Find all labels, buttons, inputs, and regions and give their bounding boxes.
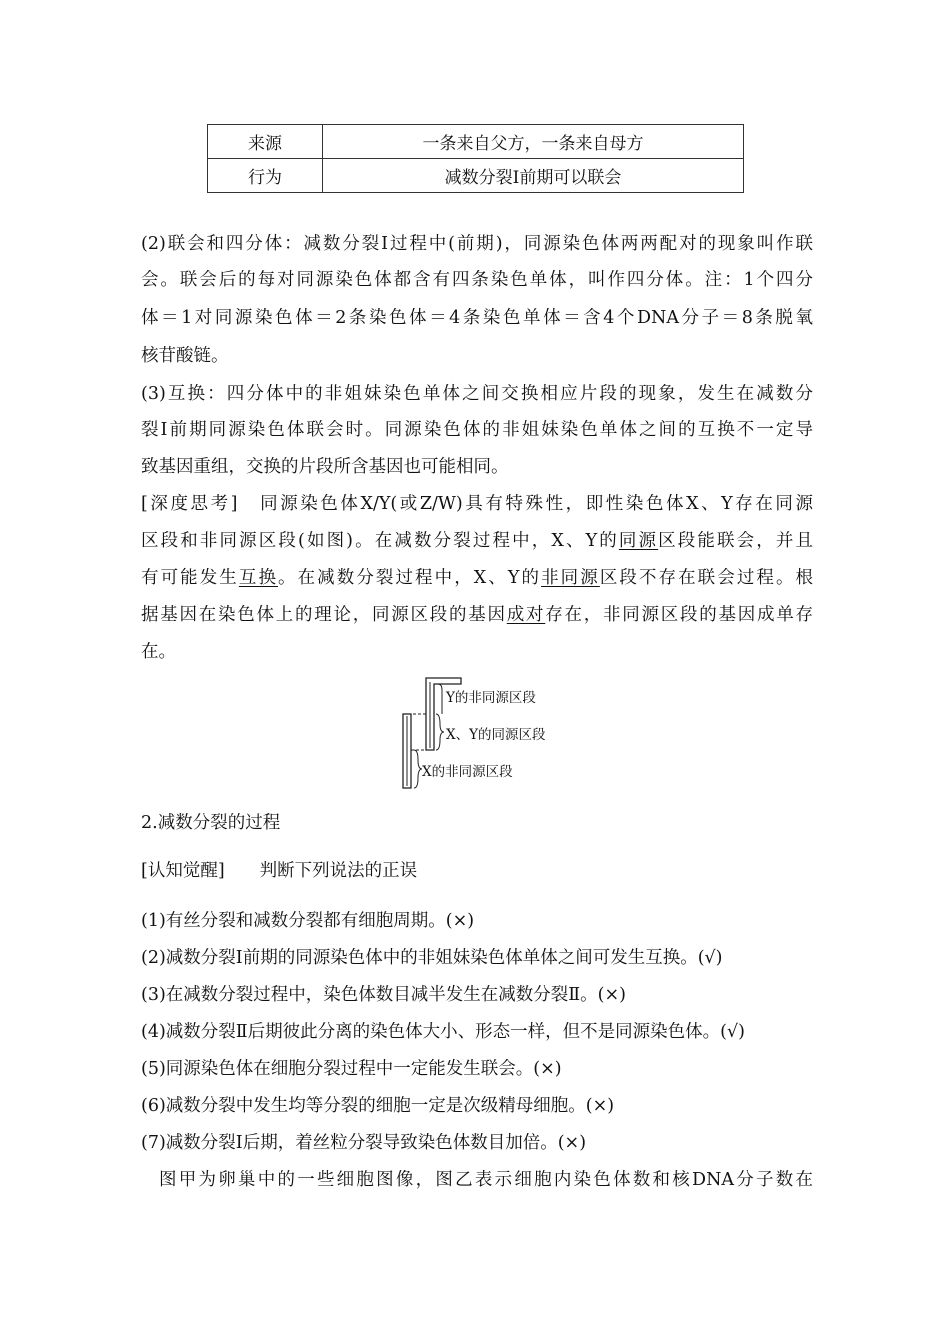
think-text: 。在减数分裂过程中，X、Y的 [278,568,542,588]
table-value: 减数分裂Ⅰ前期可以联会 [323,159,744,193]
underlined-term: 非同源 [541,568,600,588]
para3-line: 致基因重组，交换的片段所含基因也可能相同。 [141,457,509,477]
judgement-item: (3)在减数分裂过程中，染色体数目减半发生在减数分裂Ⅱ。(×) [141,985,626,1005]
judgement-item: (1)有丝分裂和减数分裂都有细胞周期。(×) [141,911,475,931]
table-key: 行为 [208,159,323,193]
judgement-item: (2)减数分裂Ⅰ前期的同源染色体中的非姐妹染色体单体之间可发生互换。(√) [141,948,723,968]
table-key: 来源 [208,125,323,159]
problem-intro: 图甲为卵巢中的一些细胞图像，图乙表示细胞内染色体数和核DNA分子数在 [159,1170,813,1190]
think-line-5: 在。 [141,642,176,662]
awareness-line [141,853,813,889]
homolog-table [207,124,744,193]
think-text: 据基因在染色体上的理论，同源区段的基因 [141,605,507,625]
think-text: 区段不存在联会过程。根 [599,568,814,588]
think-text: 区段和非同源区段(如图)。在减数分裂过程中，X、Y的 [141,531,619,551]
table-row [208,125,744,159]
judgement-item: (6)减数分裂中发生均等分裂的细胞一定是次级精母细胞。(×) [141,1096,615,1116]
brace-y [438,684,442,714]
table-value: 一条来自父方，一条来自母方 [323,125,744,159]
think-line-3 [141,560,813,596]
para2-line: 体＝1对同源染色体＝2条染色体＝4条染色单体＝含4个DNA分子＝8条脱氧 [141,308,813,328]
table-row [208,159,744,193]
underlined-term: 成对 [506,605,546,625]
xy-chromosome-figure [398,674,578,794]
underlined-term: 同源 [618,531,659,551]
think-line-2 [141,523,813,559]
brace-x [414,750,422,788]
think-text: 区段能联会，并且 [658,531,814,551]
think-tag: [深度思考] [141,494,238,514]
awareness-tag: [认知觉醒] [141,861,225,881]
para2-line: 核苷酸链。 [141,346,229,366]
underlined-term: 互换 [238,568,279,588]
label-xy-homologous: X、Y的同源区段 [446,727,546,743]
section-title: 2.减数分裂的过程 [141,813,281,833]
brace-xy [436,714,444,750]
judgement-item: (7)减数分裂Ⅰ后期，着丝粒分裂导致染色体数目加倍。(×) [141,1133,587,1153]
para3-line: 裂Ⅰ前期同源染色体联会时。同源染色体的非姐妹染色单体之间的互换不一定导 [141,420,813,440]
think-text: 同源染色体X/Y(或Z/W)具有特殊性，即性染色体X、Y存在同源 [260,494,814,514]
judgement-item: (4)减数分裂Ⅱ后期彼此分离的染色体大小、形态一样，但不是同源染色体。(√) [141,1022,745,1042]
judgement-item: (5)同源染色体在细胞分裂过程中一定能发生联会。(×) [141,1059,562,1079]
label-x-nonhomologous: X的非同源区段 [422,764,513,780]
para2-line: 会。联会后的每对同源染色体都含有四条染色单体，叫作四分体。注：1个四分 [141,270,813,290]
label-y-nonhomologous: Y的非同源区段 [446,690,536,706]
para2-line: (2)联会和四分体：减数分裂Ⅰ过程中(前期)，同源染色体两两配对的现象叫作联 [141,234,813,254]
think-text: 存在，非同源区段的基因成单存 [545,605,813,625]
think-text: 有可能发生 [141,568,239,588]
awareness-text: 判断下列说法的正误 [259,861,418,881]
think-line-4 [141,597,813,633]
think-line-1 [141,486,813,522]
para3-line: (3)互换：四分体中的非姐妹染色单体之间交换相应片段的现象，发生在减数分 [141,384,813,404]
